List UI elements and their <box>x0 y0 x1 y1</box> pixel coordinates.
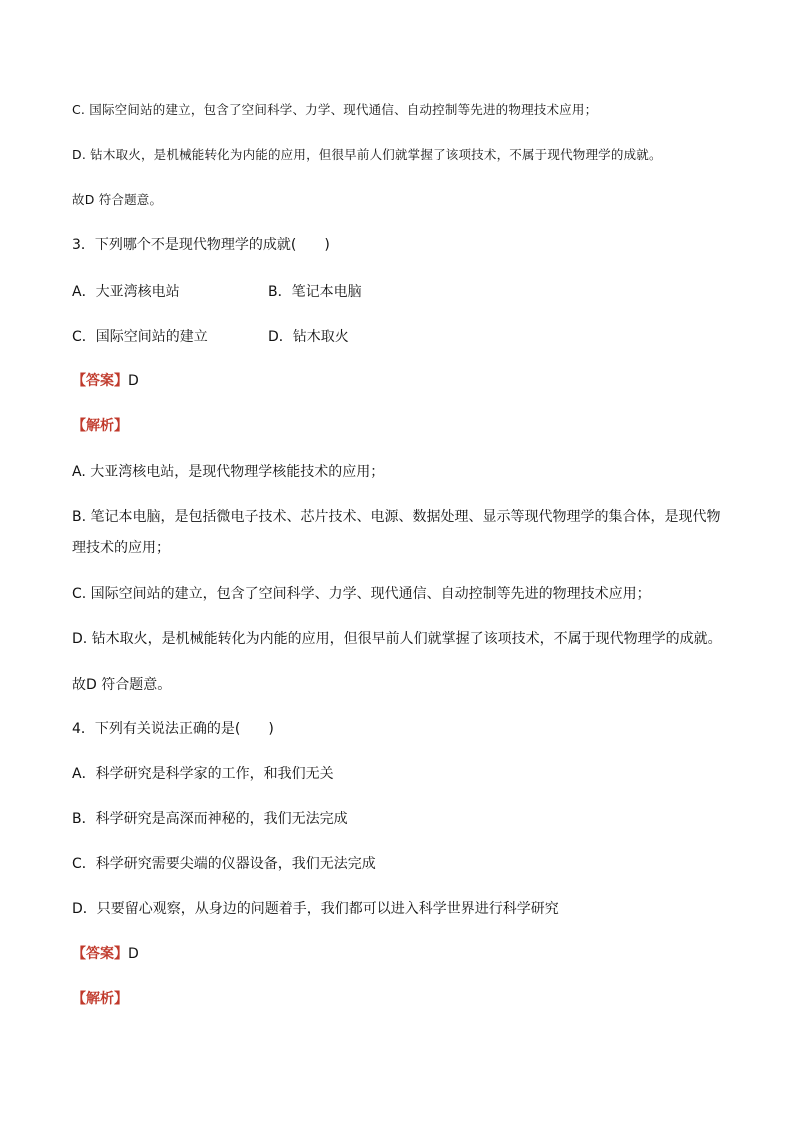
answer-tag: 【答案】 <box>72 946 128 962</box>
question-4-analysis-heading <box>72 989 128 1009</box>
question-3-option-b: B．笔记本电脑 <box>268 284 362 300</box>
question-3-analysis-heading <box>72 416 128 436</box>
question-3-answer <box>72 371 139 391</box>
question-4-option-a: A．科学研究是科学家的工作，和我们无关 <box>72 766 334 782</box>
question-3-option-a: A．大亚湾核电站 <box>72 284 180 300</box>
question-3-explanation-c: C. 国际空间站的建立，包含了空间科学、力学、现代通信、自动控制等先进的物理技术应用； <box>72 586 651 602</box>
question-3-explanation-a: A. 大亚湾核电站，是现代物理学核能技术的应用； <box>72 464 385 480</box>
question-4-option-c: C．科学研究需要尖端的仪器设备，我们无法完成 <box>72 856 376 872</box>
conclusion-line: 故D 符合题意。 <box>72 192 163 207</box>
question-3-stem: 3．下列哪个不是现代物理学的成就( ) <box>72 237 330 253</box>
question-3-conclusion: 故D 符合题意。 <box>72 677 172 693</box>
question-3-explanation-b-cont: 理技术的应用； <box>72 540 170 556</box>
answer-value: D <box>128 373 139 389</box>
question-4-option-d: D．只要留心观察，从身边的问题着手，我们都可以进入科学世界进行科学研究 <box>72 901 559 917</box>
question-4-answer <box>72 944 139 964</box>
explanation-line-d: D. 钻木取火，是机械能转化为内能的应用，但很早前人们就掌握了该项技术，不属于现代物理学的成就。 <box>72 147 662 162</box>
answer-value: D <box>128 946 139 962</box>
analysis-tag: 【解析】 <box>72 991 128 1007</box>
analysis-tag: 【解析】 <box>72 418 128 434</box>
explanation-line-c: C. 国际空间站的建立，包含了空间科学、力学、现代通信、自动控制等先进的物理技术应用； <box>72 102 598 117</box>
question-3-explanation-b: B. 笔记本电脑，是包括微电子技术、芯片技术、电源、数据处理、显示等现代物理学的集合体，是现代物 <box>72 509 721 525</box>
answer-tag: 【答案】 <box>72 373 128 389</box>
question-3-option-d: D．钻木取火 <box>268 329 349 345</box>
question-3-option-c: C．国际空间站的建立 <box>72 329 208 345</box>
question-4-stem: 4．下列有关说法正确的是( ) <box>72 721 274 737</box>
question-3-explanation-d: D. 钻木取火，是机械能转化为内能的应用，但很早前人们就掌握了该项技术，不属于现代物理学的成就。 <box>72 631 722 647</box>
question-4-option-b: B．科学研究是高深而神秘的，我们无法完成 <box>72 811 348 827</box>
